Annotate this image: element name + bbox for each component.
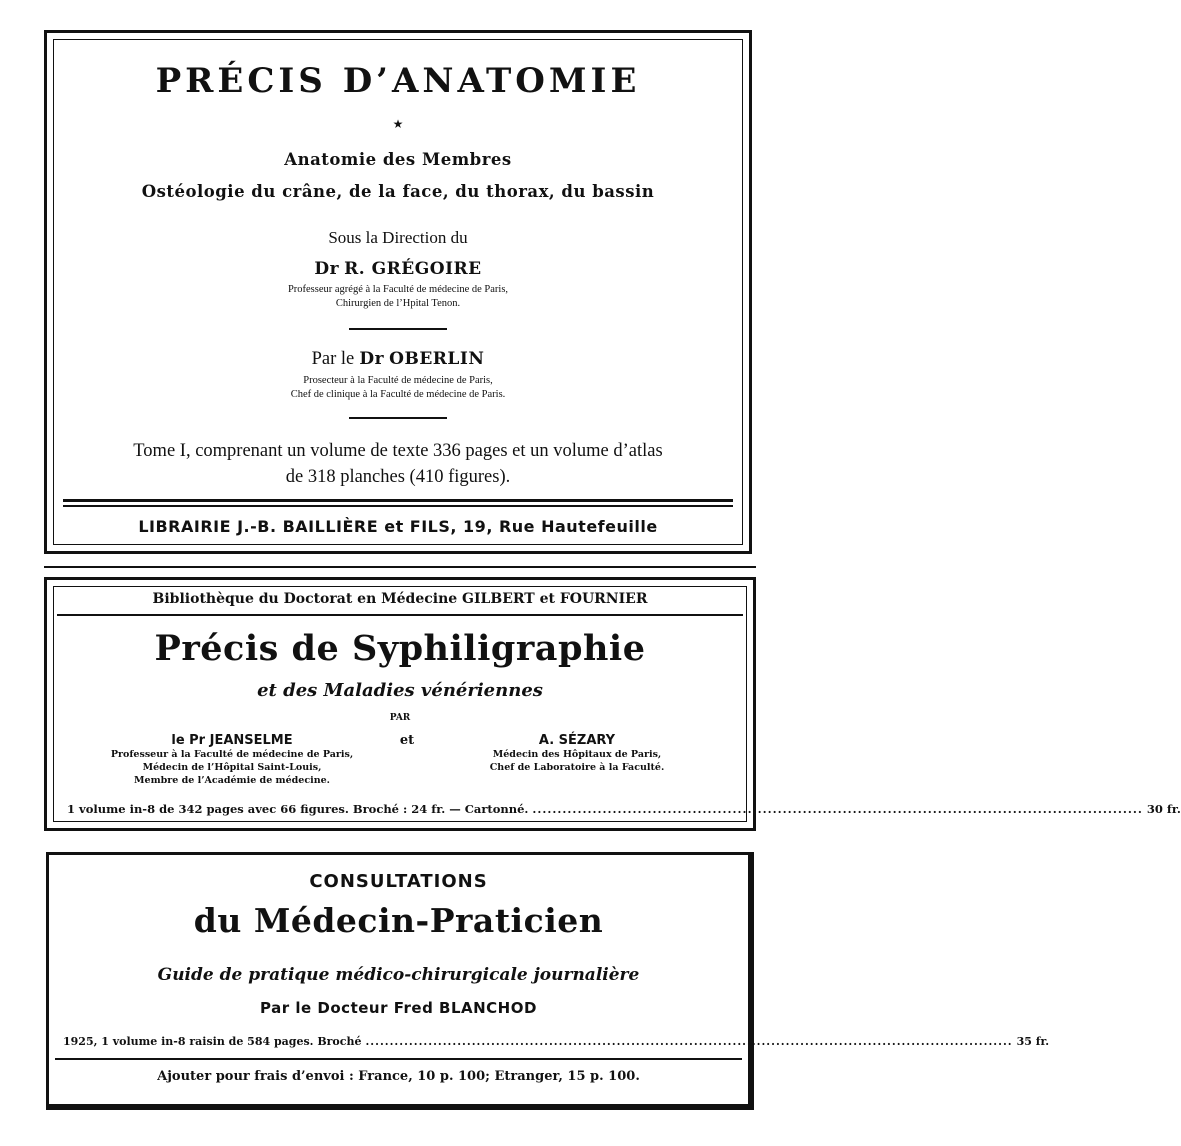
par-label: PAR [389, 713, 411, 723]
director-role-1: Professeur agrégé à la Faculté de médecine de Paris, [287, 284, 509, 295]
star-icon: ★ [392, 117, 404, 131]
director-role-2: Chirurgien de l’Hpital Tenon. [335, 298, 461, 309]
author-prefix: Par le [311, 349, 355, 369]
author-1-block [87, 733, 377, 787]
ad3-title: du Médecin-Praticien [193, 901, 604, 940]
ad2-title: Précis de Syphiligraphie [154, 628, 646, 669]
dot-leader: .......................................................................................................................... [532, 802, 1143, 816]
separator [349, 328, 447, 330]
series-rule [57, 614, 743, 616]
author-1-role: Médecin de l’Hôpital Saint-Louis, [142, 762, 322, 773]
price-text: 1925, 1 volume in-8 raisin de 584 pages. Broché [63, 1035, 362, 1048]
ad-consultations [46, 852, 1050, 1110]
ad-precis-anatomie [44, 30, 752, 554]
ad3-subtitle: Guide de pratique médico-chirurgicale journalière [157, 965, 640, 985]
page-rule [44, 566, 756, 568]
ad1-title: PRÉCIS D’ANATOMIE [155, 61, 641, 101]
price-value: 30 fr. [1146, 802, 1181, 816]
double-rule-top [63, 499, 733, 502]
ad1-director [47, 259, 749, 279]
ad1-subtitle-1: Anatomie des Membres [284, 150, 512, 169]
author-2-role: Médecin des Hôpitaux de Paris, [492, 749, 662, 760]
ad-precis-syphiligraphie [44, 577, 1181, 831]
ad1-direction: Sous la Direction du [328, 228, 468, 247]
tome-line-2: de 318 planches (410 figures). [285, 467, 511, 487]
dot-leader: ...................................................................................................................................... [365, 1035, 1013, 1048]
author-title: Dr [359, 349, 385, 369]
ad2-price-row [67, 802, 1181, 816]
ad1-subtitle-2: Ostéologie du crâne, de la face, du thorax, du bassin [141, 182, 655, 201]
ad1-publisher: LIBRAIRIE J.-B. BAILLIÈRE et FILS, 19, Rue Hautefeuille [138, 517, 658, 536]
ad3-author: Par le Docteur Fred BLANCHOD [260, 999, 537, 1017]
tome-line-1: Tome I, comprenant un volume de texte 336 pages et un volume d’atlas [133, 441, 663, 461]
author-name: OBERLIN [389, 349, 485, 369]
et-label: et [399, 733, 415, 748]
author-role-2: Chef de clinique à la Faculté de médecine de Paris. [290, 389, 506, 400]
ad1-author [47, 349, 749, 370]
director-title: Dr [314, 259, 340, 279]
author-role-1: Prosecteur à la Faculté de médecine de Paris, [303, 375, 493, 386]
author-1-role: Membre de l’Académie de médecine. [134, 775, 330, 786]
author-2-block [457, 733, 697, 774]
author-1-role: Professeur à la Faculté de médecine de Paris, [110, 749, 354, 760]
series-title: Bibliothèque du Doctorat en Médecine GILBERT et FOURNIER [152, 591, 648, 607]
price-text: 1 volume in-8 de 342 pages avec 66 figures. Broché : 24 fr. — Cartonné. [67, 802, 529, 816]
double-rule-bottom [63, 505, 733, 507]
author-2-name: A. SÉZARY [538, 733, 616, 748]
ad3-price-row [63, 1035, 1050, 1048]
ad3-shipping: Ajouter pour frais d’envoi : France, 10 p. 100; Etranger, 15 p. 100. [157, 1069, 640, 1084]
shipping-rule [55, 1058, 742, 1060]
director-name: R. GRÉGOIRE [344, 259, 482, 279]
price-value: 35 fr. [1016, 1035, 1050, 1048]
separator [349, 417, 447, 419]
ad3-heading: CONSULTATIONS [309, 871, 488, 892]
author-1-name: le Pr JEANSELME [171, 733, 293, 748]
author-2-role: Chef de Laboratoire à la Faculté. [489, 762, 665, 773]
ad2-subtitle: et des Maladies vénériennes [257, 680, 543, 701]
